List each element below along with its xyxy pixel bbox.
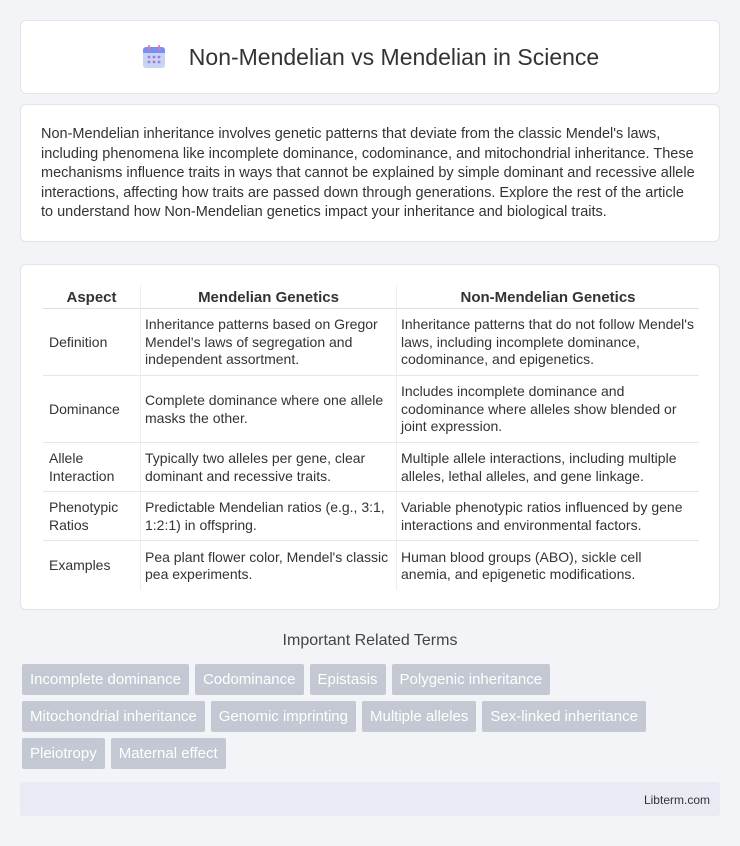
row-mendelian: Typically two alleles per gene, clear dominant and recessive traits. <box>140 443 396 492</box>
row-non-mendelian: Human blood groups (ABO), sickle cell anemia, and epigenetic modifications. <box>396 541 699 590</box>
row-mendelian: Pea plant flower color, Mendel's classic pea experiments. <box>140 541 396 590</box>
row-aspect: Examples <box>49 557 111 574</box>
calendar-icon <box>141 44 167 70</box>
related-terms-title: Important Related Terms <box>282 632 458 649</box>
page-title: Non-Mendelian vs Mendelian in Science <box>188 43 600 70</box>
row-non-mendelian: Variable phenotypic ratios influenced by gene interactions and environmental factors. <box>396 492 699 541</box>
row-non-mendelian: Multiple allele interactions, including multiple alleles, lethal alleles, and gene linkage. <box>396 443 699 492</box>
footer <box>20 782 720 816</box>
related-term-tag[interactable]: Maternal effect <box>111 738 226 769</box>
row-mendelian: Predictable Mendelian ratios (e.g., 3:1, 1:2:1) in offspring. <box>140 492 396 541</box>
table-row <box>43 492 699 541</box>
header-aspect: Aspect <box>43 285 140 309</box>
related-term-tag[interactable]: Codominance <box>195 664 304 695</box>
row-mendelian: Complete dominance where one allele masks the other. <box>140 376 396 443</box>
row-non-mendelian: Inheritance patterns that do not follow Mendel's laws, including incomplete dominance, codominance, and epigenetics. <box>396 309 699 376</box>
table-row <box>43 376 699 443</box>
related-term-tag[interactable]: Multiple alleles <box>362 701 476 732</box>
comparison-card <box>20 264 720 610</box>
related-term-tag[interactable]: Genomic imprinting <box>211 701 356 732</box>
related-term-tag[interactable]: Mitochondrial inheritance <box>22 701 205 732</box>
row-aspect: Dominance <box>43 376 140 443</box>
related-term-tag[interactable]: Polygenic inheritance <box>392 664 551 695</box>
table-row <box>43 541 699 590</box>
table-row <box>43 309 699 376</box>
header-card <box>20 20 720 94</box>
table-row <box>43 443 699 492</box>
related-term-tag[interactable]: Sex-linked inheritance <box>482 701 646 732</box>
intro-card <box>20 104 720 242</box>
row-aspect: Allele Interaction <box>43 443 140 492</box>
footer-site-link[interactable]: Libterm.com <box>643 793 710 807</box>
intro-text: Non-Mendelian inheritance involves genetic patterns that deviate from the classic Mendel's laws, including phenomena like incomplete dominance, codominance, and mitochondrial inheritance. These mechanisms influence traits in ways that cannot be explained by simple dominant and recessive allele interactions, affecting how traits are passed down through generations. Explore the rest of the article to understand how Non-Mendelian genetics impact your inheritance and biological traits. <box>41 126 695 221</box>
related-term-tag[interactable]: Epistasis <box>310 664 386 695</box>
row-aspect: Phenotypic Ratios <box>43 492 140 541</box>
table-header-row <box>43 285 699 309</box>
related-terms-list <box>22 664 722 775</box>
header-mendelian: Mendelian Genetics <box>140 285 396 309</box>
header-non-mendelian: Non-Mendelian Genetics <box>396 285 699 309</box>
related-term-tag[interactable]: Incomplete dominance <box>22 664 189 695</box>
comparison-table <box>43 285 699 590</box>
row-aspect: Definition <box>43 309 140 376</box>
row-mendelian: Inheritance patterns based on Gregor Mendel's laws of segregation and independent assortment. <box>140 309 396 376</box>
related-term-tag[interactable]: Pleiotropy <box>22 738 105 769</box>
row-non-mendelian: Includes incomplete dominance and codominance where alleles show blended or joint expression. <box>396 376 699 443</box>
